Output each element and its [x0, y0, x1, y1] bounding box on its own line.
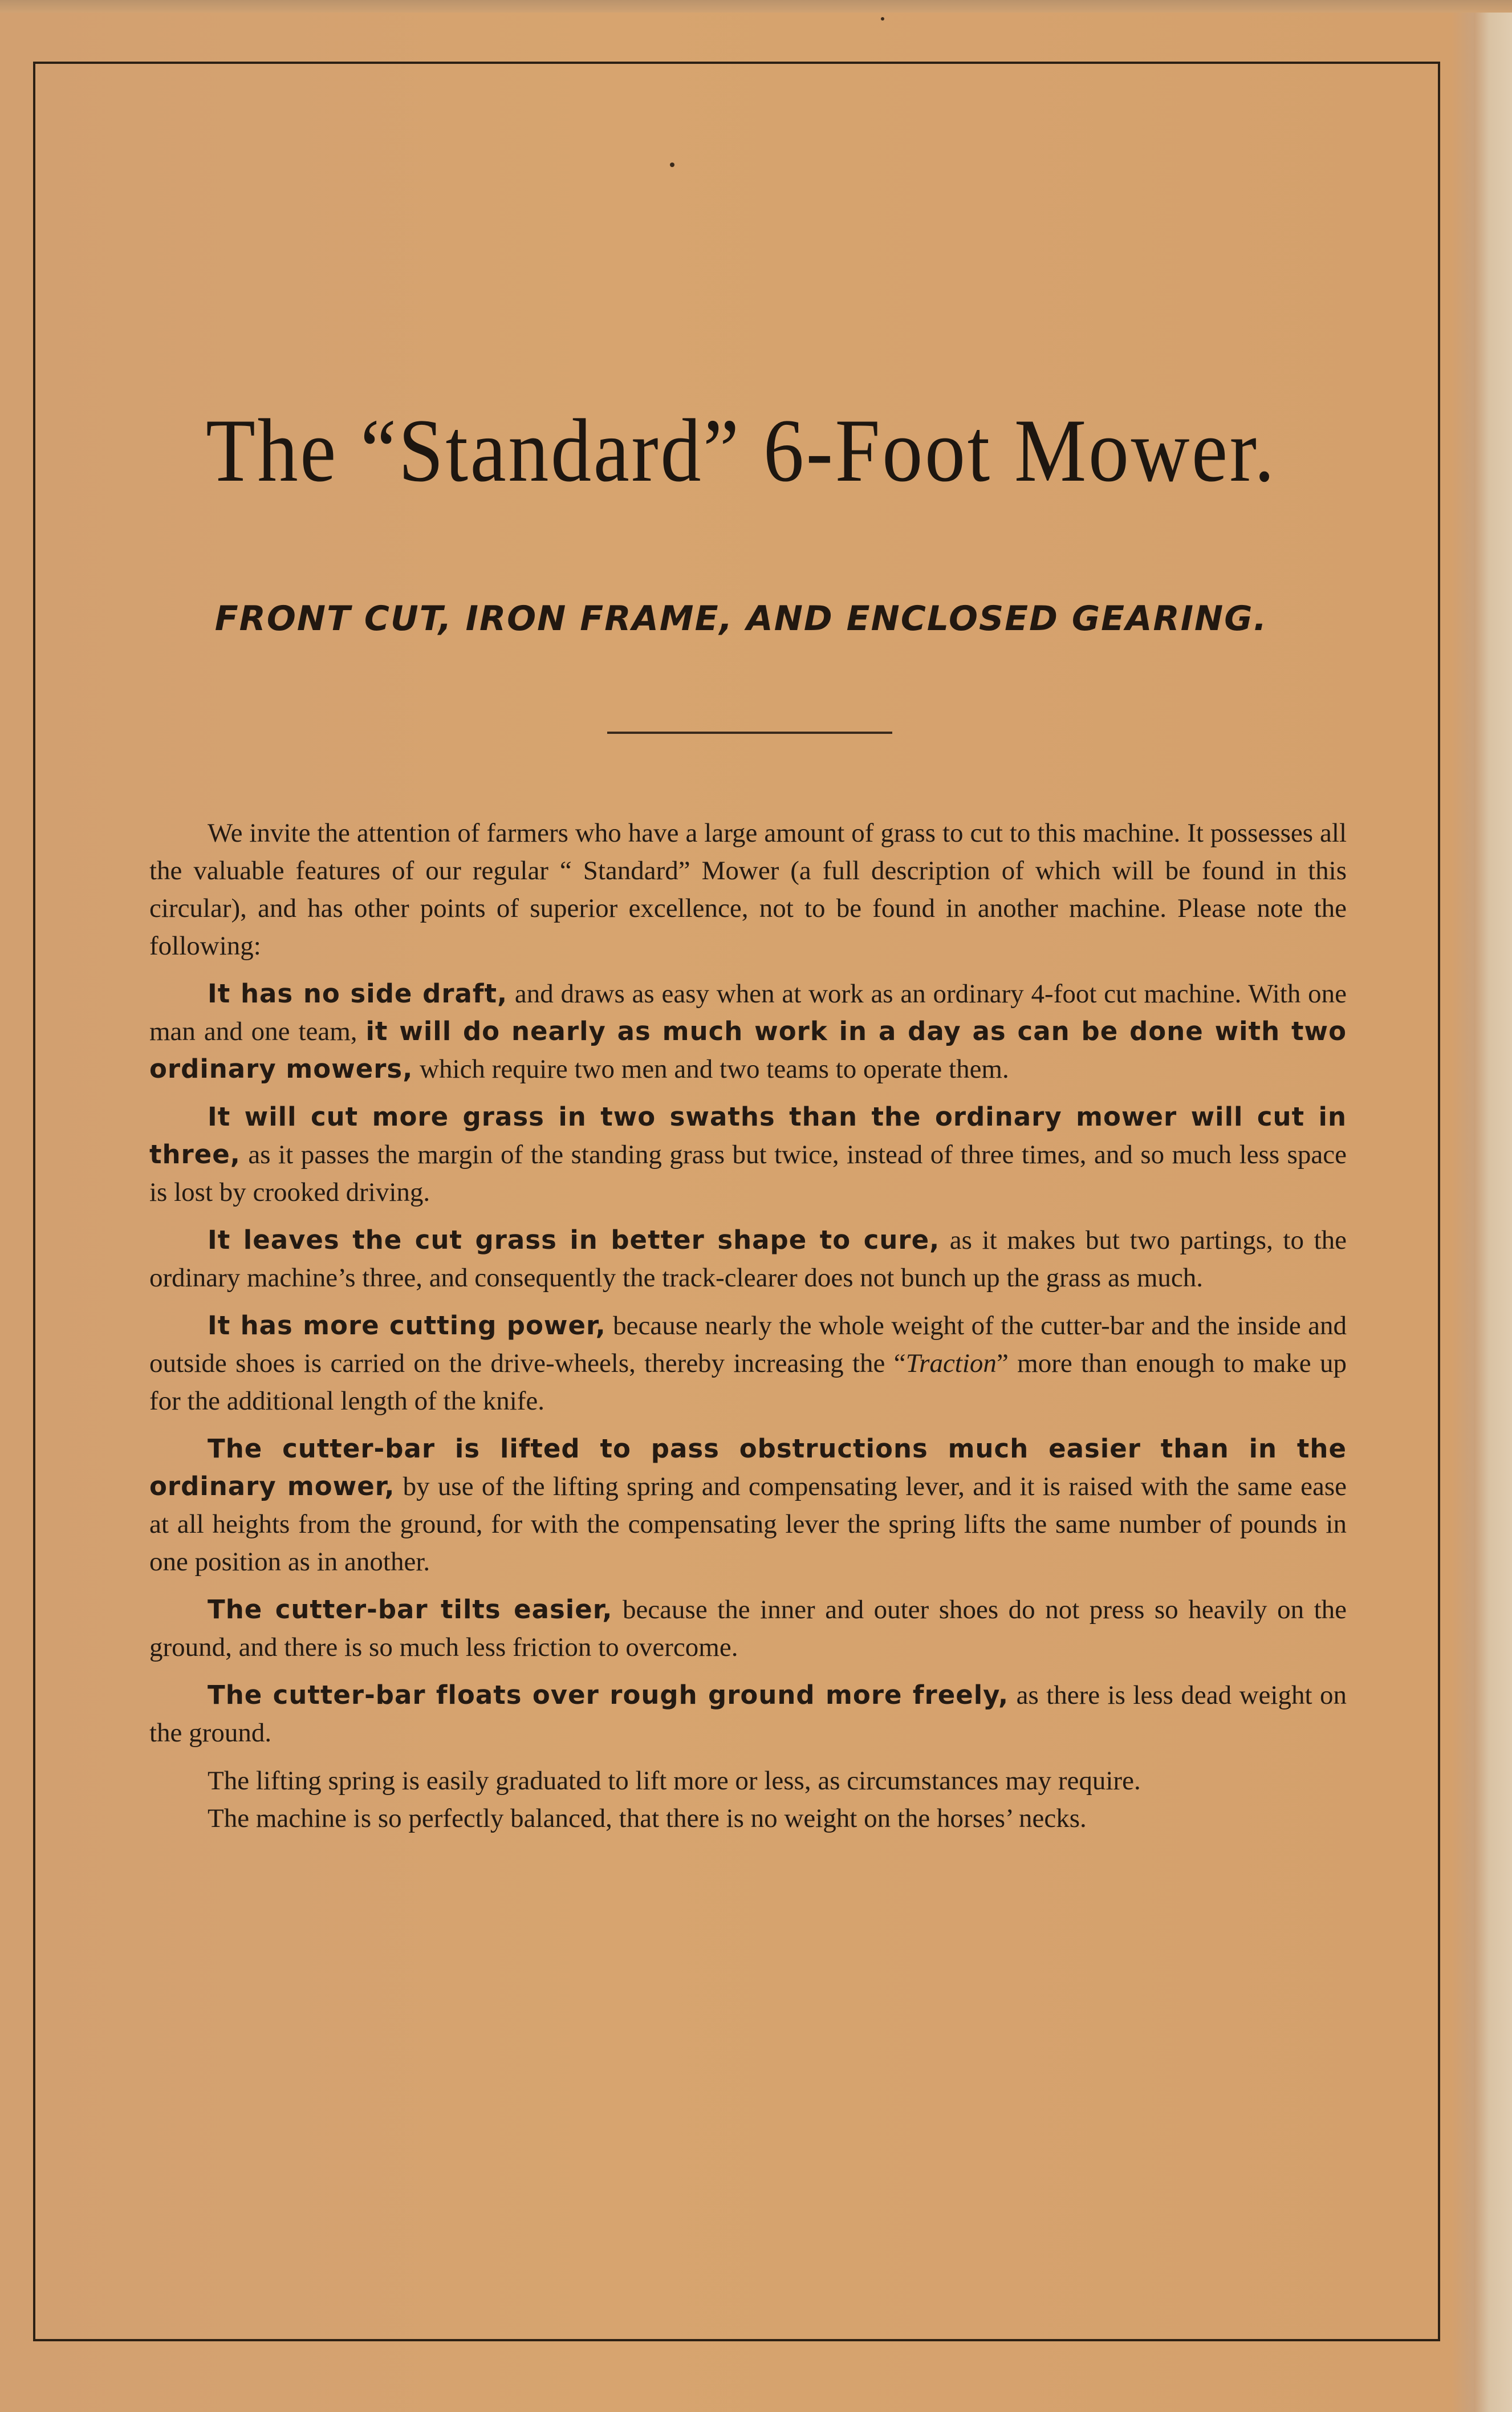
- top-edge: [0, 0, 1512, 13]
- paragraph-italic: Traction: [905, 1349, 997, 1378]
- paragraph-lifting-spring: [149, 1762, 1347, 1800]
- paragraph-text: as it passes the margin of the standing grass but twice, instead of three times, and so much less space is lost by crooked driving.: [149, 1140, 1347, 1207]
- paragraph-text: We invite the attention of farmers who have a large amount of grass to cut to this machine. It possesses all the valuable features of our regular “ Standard” Mower (a full description of which will be found in this circular), and has other points of superior excellence, not to be found in another machine. Please note the following:: [149, 818, 1347, 961]
- page-title: The “Standard” 6-Foot Mower.: [206, 401, 1277, 501]
- body-text: [149, 814, 1347, 1847]
- paragraph-lead: It has no side draft,: [208, 978, 508, 1009]
- paragraph-two-swaths: [149, 1098, 1347, 1211]
- paragraph-intro: [149, 814, 1347, 965]
- paragraph-text: because the inner and outer shoes do not press so heavily on the ground, and there is so much less friction to overcome.: [149, 1595, 1347, 1662]
- paragraph-side-draft: [149, 975, 1347, 1088]
- paragraph-text: which require two men and two teams to operate them.: [413, 1054, 1009, 1084]
- paragraph-text: as there is less dead weight on the ground.: [149, 1680, 1347, 1748]
- paragraph-tilts: [149, 1591, 1347, 1666]
- divider-rule: [607, 732, 892, 734]
- paragraph-text: ” more than enough to make up for the additional length of the knife.: [149, 1349, 1347, 1416]
- paragraph-text: The lifting spring is easily graduated to lift more or less, as circumstances may require.: [208, 1766, 1141, 1796]
- paragraph-lead: it will do nearly as much work in a day as can be done with two ordinary mowers,: [149, 1016, 1347, 1084]
- page-edge: [1474, 0, 1512, 2412]
- paragraph-floats: [149, 1676, 1347, 1752]
- paragraph-cutting-power: [149, 1307, 1347, 1420]
- paragraph-text: by use of the lifting spring and compensating lever, and it is raised with the same ease at all heights from the ground, for with the compensating lever the spring lifts the same number of pounds in one position as in another.: [149, 1472, 1347, 1577]
- paragraph-lead: It will cut more grass in two swaths than the ordinary mower will cut in three,: [149, 1102, 1347, 1170]
- paragraph-text: and draws as easy when at work as an ordinary 4-foot cut machine. With one man and one team,: [149, 979, 1347, 1046]
- speck: [670, 163, 674, 167]
- paragraph-lead: It leaves the cut grass in better shape to cure,: [208, 1225, 940, 1255]
- paragraph-text: as it makes but two partings, to the ordinary machine’s three, and consequently the track-clearer does not bunch up the grass as much.: [149, 1225, 1347, 1293]
- page-subtitle: FRONT CUT, IRON FRAME, AND ENCLOSED GEARING.: [214, 599, 1268, 639]
- speck: [881, 17, 884, 21]
- paragraph-lifted: [149, 1430, 1347, 1581]
- paragraph-lead: It has more cutting power,: [208, 1310, 606, 1341]
- paragraph-lead: The cutter-bar floats over rough ground more freely,: [208, 1680, 1009, 1710]
- paragraph-lead: The cutter-bar tilts easier,: [208, 1594, 613, 1625]
- paragraph-text: The machine is so perfectly balanced, that there is no weight on the horses’ necks.: [208, 1804, 1087, 1833]
- paragraph-better-shape: [149, 1221, 1347, 1297]
- paragraph-text: because nearly the whole weight of the cutter-bar and the inside and outside shoes is carried on the drive-wheels, thereby increasing the “: [149, 1311, 1347, 1378]
- paragraph-lead: The cutter-bar is lifted to pass obstructions much easier than in the ordinary mower,: [149, 1434, 1347, 1501]
- paragraph-balanced: [149, 1800, 1347, 1837]
